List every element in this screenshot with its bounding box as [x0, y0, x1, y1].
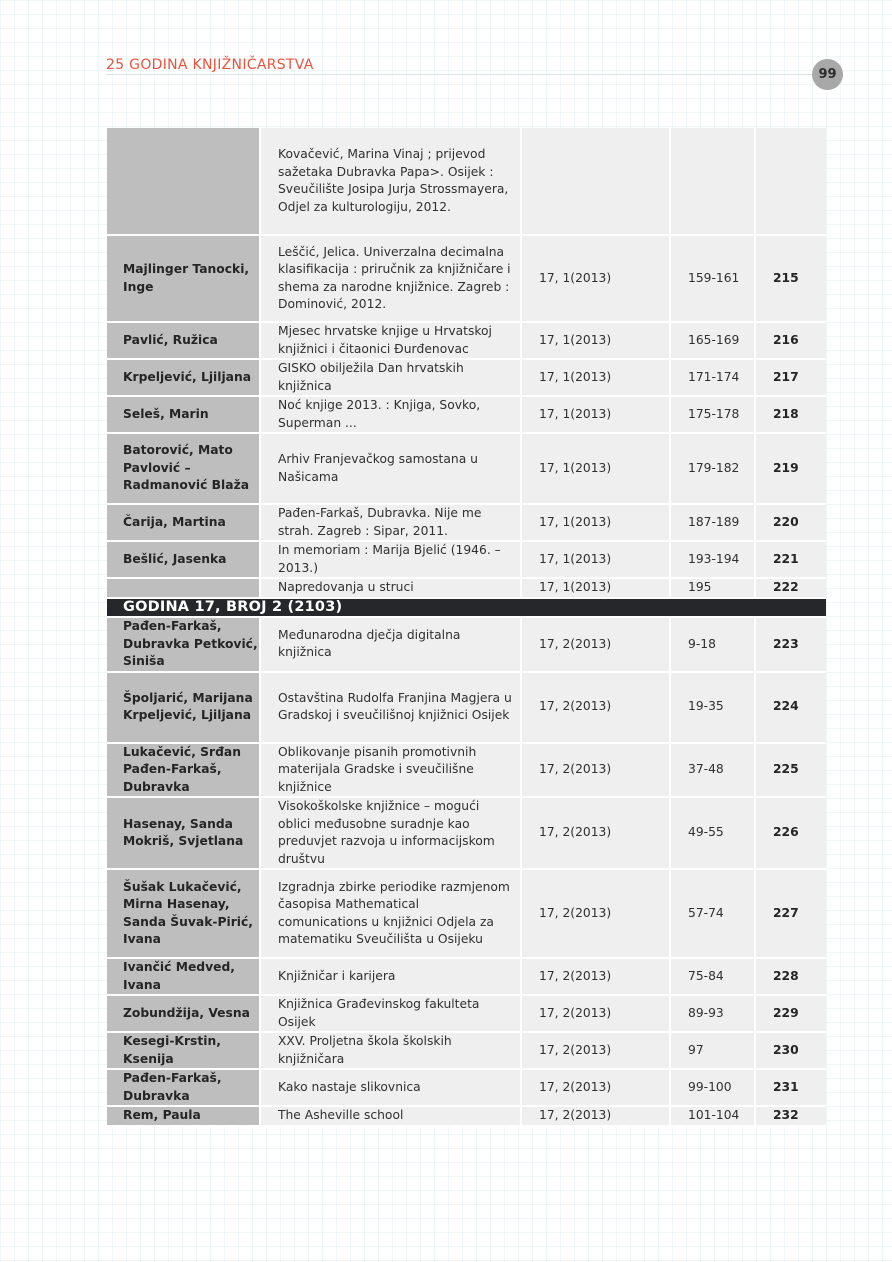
author-cell: Kesegi-Krstin, Ksenija [107, 1032, 260, 1069]
author-cell: Rem, Paula [107, 1106, 260, 1126]
pages-cell: 175-178 [670, 396, 755, 433]
author-cell [107, 128, 260, 235]
author-cell: Hasenay, Sanda Mokriš, Svjetlana [107, 797, 260, 869]
issue-cell: 17, 1(2013) [521, 541, 670, 578]
title-cell: Visokoškolske knjižnice – mogući oblici međusobne suradnje kao preduvjet razvoja u informacijskom društvu [260, 797, 521, 869]
entry-number-cell: 220 [755, 504, 826, 541]
issue-2-rows [107, 617, 826, 1126]
author-cell: Krpeljević, Ljiljana [107, 359, 260, 396]
section-heading-body [107, 598, 826, 618]
pages-cell: 97 [670, 1032, 755, 1069]
title-cell: XXV. Proljetna škola školskih knjižničara [260, 1032, 521, 1069]
pages-cell: 193-194 [670, 541, 755, 578]
table-row [107, 743, 826, 798]
author-cell: Zobundžija, Vesna [107, 995, 260, 1032]
table-row [107, 541, 826, 578]
entry-number-cell: 229 [755, 995, 826, 1032]
pages-cell: 49-55 [670, 797, 755, 869]
table-row [107, 1032, 826, 1069]
pages-cell: 99-100 [670, 1069, 755, 1106]
pages-cell: 195 [670, 578, 755, 598]
pages-cell: 179-182 [670, 433, 755, 504]
table-row [107, 1106, 826, 1126]
table-row [107, 869, 826, 958]
title-cell: The Asheville school [260, 1106, 521, 1126]
table-row [107, 995, 826, 1032]
issue-cell: 17, 1(2013) [521, 396, 670, 433]
entry-number-cell: 219 [755, 433, 826, 504]
issue-cell: 17, 2(2013) [521, 617, 670, 672]
entry-number-cell: 225 [755, 743, 826, 798]
issue-1-rows [107, 128, 826, 598]
author-cell: Pađen-Farkaš, Dubravka Petković, Siniša [107, 617, 260, 672]
entry-number-cell: 227 [755, 869, 826, 958]
table-row [107, 504, 826, 541]
pages-cell: 57-74 [670, 869, 755, 958]
table-row [107, 396, 826, 433]
table-row [107, 578, 826, 598]
title-cell: Izgradnja zbirke periodike razmjenom časopisa Mathematical comunications u knjižnici Odjela za matematiku Sveučilišta u Osijeku [260, 869, 521, 958]
title-cell: Mjesec hrvatske knjige u Hrvatskoj knjižnici i čitaonici Đurđenovac [260, 322, 521, 359]
pages-cell: 89-93 [670, 995, 755, 1032]
issue-cell: 17, 2(2013) [521, 995, 670, 1032]
table-row [107, 235, 826, 322]
table-row [107, 797, 826, 869]
author-cell: Batorović, Mato Pavlović – Radmanović Blaža [107, 433, 260, 504]
title-cell: Pađen-Farkaš, Dubravka. Nije me strah. Zagreb : Sipar, 2011. [260, 504, 521, 541]
running-header: 25 GODINA KNJIŽNIČARSTVA [106, 57, 314, 73]
issue-cell: 17, 2(2013) [521, 1032, 670, 1069]
pages-cell: 75-84 [670, 958, 755, 995]
entry-number-cell: 221 [755, 541, 826, 578]
entry-number-cell: 230 [755, 1032, 826, 1069]
author-cell: Šušak Lukačević, Mirna Hasenay, Sanda Šuvak-Pirić, Ivana [107, 869, 260, 958]
entry-number-cell: 223 [755, 617, 826, 672]
entry-number-cell: 232 [755, 1106, 826, 1126]
issue-cell [521, 128, 670, 235]
pages-cell: 171-174 [670, 359, 755, 396]
author-cell: Ivančić Medved, Ivana [107, 958, 260, 995]
author-cell: Pavlić, Ružica [107, 322, 260, 359]
section-heading-row [107, 598, 826, 618]
title-cell: Arhiv Franjevačkog samostana u Našicama [260, 433, 521, 504]
issue-cell: 17, 1(2013) [521, 322, 670, 359]
entry-number-cell [755, 128, 826, 235]
entry-number-cell: 215 [755, 235, 826, 322]
pages-cell: 159-161 [670, 235, 755, 322]
issue-cell: 17, 2(2013) [521, 1106, 670, 1126]
author-cell: Špoljarić, Marijana Krpeljević, Ljiljana [107, 672, 260, 743]
pages-cell: 101-104 [670, 1106, 755, 1126]
pages-cell [670, 128, 755, 235]
bibliography-table [107, 128, 826, 1127]
author-cell: Čarija, Martina [107, 504, 260, 541]
entry-number-cell: 218 [755, 396, 826, 433]
title-cell: Napredovanja u struci [260, 578, 521, 598]
issue-cell: 17, 1(2013) [521, 433, 670, 504]
issue-cell: 17, 2(2013) [521, 672, 670, 743]
title-cell: Kako nastaje slikovnica [260, 1069, 521, 1106]
issue-cell: 17, 1(2013) [521, 359, 670, 396]
author-cell: Pađen-Farkaš, Dubravka [107, 1069, 260, 1106]
author-cell: Majlinger Tanocki, Inge [107, 235, 260, 322]
entry-number-cell: 222 [755, 578, 826, 598]
entry-number-cell: 217 [755, 359, 826, 396]
pages-cell: 37-48 [670, 743, 755, 798]
entry-number-cell: 216 [755, 322, 826, 359]
issue-cell: 17, 2(2013) [521, 869, 670, 958]
author-cell: Seleš, Marin [107, 396, 260, 433]
table-row [107, 322, 826, 359]
table-row [107, 433, 826, 504]
entry-number-cell: 224 [755, 672, 826, 743]
issue-cell: 17, 2(2013) [521, 797, 670, 869]
issue-cell: 17, 1(2013) [521, 578, 670, 598]
issue-cell: 17, 2(2013) [521, 1069, 670, 1106]
table-row [107, 1069, 826, 1106]
table-row [107, 359, 826, 396]
author-cell: Bešlić, Jasenka [107, 541, 260, 578]
title-cell: Knjižničar i karijera [260, 958, 521, 995]
issue-cell: 17, 2(2013) [521, 958, 670, 995]
table-row [107, 672, 826, 743]
pages-cell: 19-35 [670, 672, 755, 743]
entry-number-cell: 228 [755, 958, 826, 995]
title-cell: Ostavština Rudolfa Franjina Magjera u Gradskoj i sveučilišnoj knjižnici Osijek [260, 672, 521, 743]
issue-cell: 17, 1(2013) [521, 235, 670, 322]
author-cell [107, 578, 260, 598]
table-row [107, 128, 826, 235]
title-cell: Leščić, Jelica. Univerzalna decimalna klasifikacija : priručnik za knjižničare i shema za narodne knjižnice. Zagreb : Dominović, 2012. [260, 235, 521, 322]
issue-cell: 17, 2(2013) [521, 743, 670, 798]
header-divider [106, 74, 816, 75]
pages-cell: 9-18 [670, 617, 755, 672]
title-cell: GISKO obilježila Dan hrvatskih knjižnica [260, 359, 521, 396]
table-row [107, 617, 826, 672]
entry-number-cell: 226 [755, 797, 826, 869]
title-cell: Oblikovanje pisanih promotivnih materijala Gradske i sveučilišne knjižnice [260, 743, 521, 798]
title-cell: Međunarodna dječja digitalna knjižnica [260, 617, 521, 672]
title-cell: Knjižnica Građevinskog fakulteta Osijek [260, 995, 521, 1032]
section-heading: GODINA 17, BROJ 2 (2103) [107, 598, 826, 618]
title-cell: Kovačević, Marina Vinaj ; prijevod sažetaka Dubravka Papa>. Osijek : Sveučilište Josipa Jurja Strossmayera, Odjel za kulturologiju, 2012. [260, 128, 521, 235]
author-cell: Lukačević, Srđan Pađen-Farkaš, Dubravka [107, 743, 260, 798]
page-number-badge: 99 [812, 59, 843, 90]
issue-cell: 17, 1(2013) [521, 504, 670, 541]
title-cell: In memoriam : Marija Bjelić (1946. – 2013.) [260, 541, 521, 578]
table-row [107, 958, 826, 995]
title-cell: Noć knjige 2013. : Knjiga, Sovko, Superman ... [260, 396, 521, 433]
entry-number-cell: 231 [755, 1069, 826, 1106]
pages-cell: 187-189 [670, 504, 755, 541]
pages-cell: 165-169 [670, 322, 755, 359]
